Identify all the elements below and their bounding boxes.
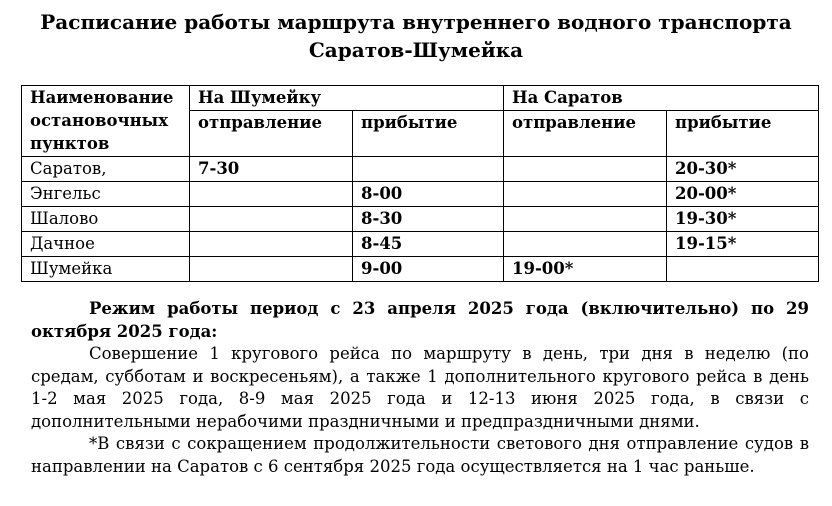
dir2-arrival-header: прибытие: [667, 111, 819, 157]
schedule-notes: [31, 298, 809, 478]
operating-period-heading: Режим работы период с 23 апреля 2025 года (включительно) по 29 октября 2025 года:: [31, 299, 809, 341]
dir2-arrival-time: 20-00*: [667, 182, 819, 207]
stop-name: Энгельс: [22, 182, 190, 207]
dir1-departure-header: отправление: [190, 111, 353, 157]
dir2-departure-time: [504, 182, 667, 207]
dir1-arrival-time: 8-45: [353, 232, 504, 257]
dir2-arrival-time: 19-30*: [667, 207, 819, 232]
schedule-table: [21, 85, 819, 282]
dir2-departure-time: [504, 232, 667, 257]
table-row: [22, 232, 819, 257]
title-line-2: Саратов-Шумейка: [308, 38, 524, 62]
table-row: [22, 207, 819, 232]
dir1-departure-time: [190, 232, 353, 257]
dir1-arrival-time: 8-00: [353, 182, 504, 207]
table-row: [22, 257, 819, 282]
dir1-departure-time: [190, 257, 353, 282]
footnote-paragraph: *В связи с сокращением продолжительности светового дня отправление судов в направлении на Саратов с 6 сентября 2025 года осуществляется на 1 час раньше.: [31, 434, 809, 476]
dir1-arrival-time: 8-30: [353, 207, 504, 232]
stop-name: Дачное: [22, 232, 190, 257]
table-row: [22, 157, 819, 182]
title-line-1: Расписание работы маршрута внутреннего водного транспорта: [40, 10, 792, 34]
table-row: [22, 182, 819, 207]
operating-mode-paragraph: Совершение 1 кругового рейса по маршруту в день, три дня в неделю (по средам, субботам и воскресеньям), а также 1 дополнительного кругового рейса в день 1-2 мая 2025 года, 8-9 мая 2025 года и 12-13 июня 2025 года, в связи с дополнительными нерабочими праздничными и предпраздничными днями.: [31, 344, 809, 431]
stops-column-header: Наименование остановочных пунктов: [22, 86, 190, 157]
dir1-arrival-header: прибытие: [353, 111, 504, 157]
header-row-directions: [22, 86, 819, 111]
dir2-departure-time: [504, 207, 667, 232]
stop-name: Шалово: [22, 207, 190, 232]
direction-to-saratov-header: На Саратов: [504, 86, 819, 111]
dir2-departure-time: 19-00*: [504, 257, 667, 282]
stop-name: Шумейка: [22, 257, 190, 282]
dir2-arrival-time: 19-15*: [667, 232, 819, 257]
dir1-arrival-time: 9-00: [353, 257, 504, 282]
dir1-departure-time: [190, 207, 353, 232]
dir1-departure-time: [190, 182, 353, 207]
dir1-departure-time: 7-30: [190, 157, 353, 182]
page-title: [0, 8, 832, 64]
direction-to-shumeyka-header: На Шумейку: [190, 86, 504, 111]
dir2-departure-time: [504, 157, 667, 182]
dir2-arrival-time: [667, 257, 819, 282]
stop-name: Саратов,: [22, 157, 190, 182]
dir1-arrival-time: [353, 157, 504, 182]
dir2-departure-header: отправление: [504, 111, 667, 157]
dir2-arrival-time: 20-30*: [667, 157, 819, 182]
